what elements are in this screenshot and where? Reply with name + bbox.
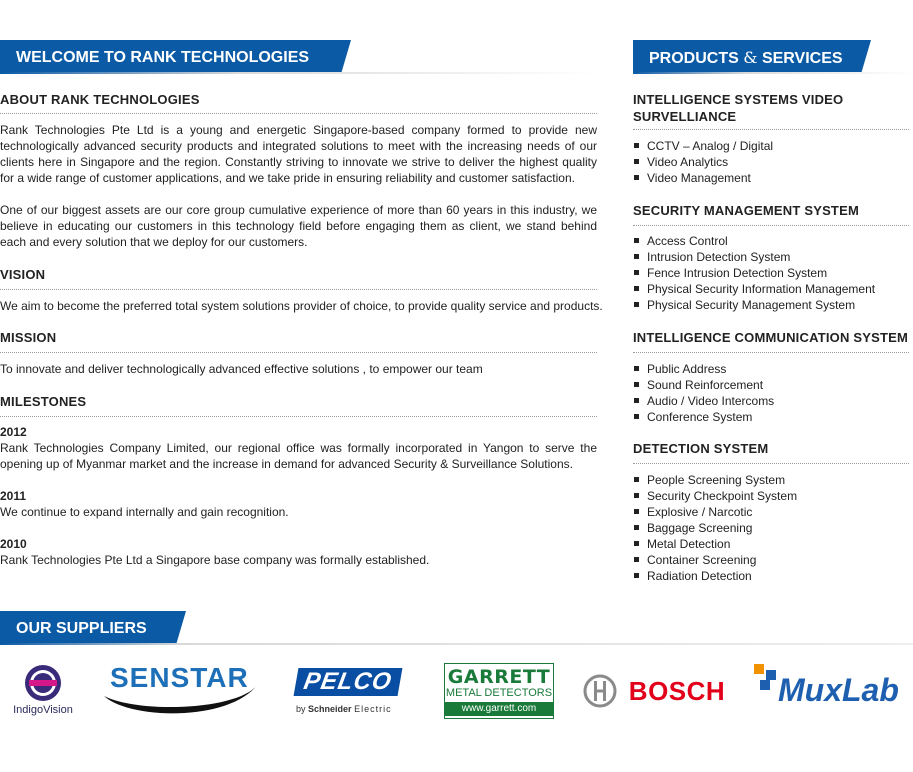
- bosch-armature-icon: [583, 674, 617, 708]
- milestone-year: 2011: [0, 489, 27, 503]
- supplier-logo-senstar[interactable]: [100, 662, 262, 718]
- supplier-logo-pelco[interactable]: [296, 664, 414, 718]
- vision-text: We aim to become the preferred total system solutions provider of choice, to provide quality service and products.: [0, 299, 603, 313]
- supplier-logo-garrett[interactable]: [444, 663, 554, 719]
- garrett-url: www.garrett.com: [445, 702, 553, 716]
- list-item[interactable]: Container Screening: [633, 552, 797, 568]
- divider: [0, 352, 597, 353]
- milestone-year: 2012: [0, 425, 27, 439]
- list-item[interactable]: Conference System: [633, 409, 774, 425]
- suppliers-banner: [0, 611, 913, 645]
- product-group-heading: DETECTION SYSTEM: [633, 441, 769, 456]
- divider: [633, 463, 909, 464]
- garrett-subtitle: METAL DETECTORS: [445, 686, 553, 699]
- list-item[interactable]: Audio / Video Intercoms: [633, 393, 774, 409]
- about-paragraph-1: Rank Technologies Pte Ltd is a young and energetic Singapore-based company formed to provide new technologically advanced security products and integrated solutions to meet with the increasing needs of our clients here in Singapore and the region. Constantly striving to innovate we strive to deliver the highest quality for a wide range of customer applications, and we take pride in ensuring reliability and customer satisfaction.: [0, 123, 597, 185]
- product-group-list: [633, 233, 875, 313]
- list-item[interactable]: Intrusion Detection System: [633, 249, 875, 265]
- list-item[interactable]: Explosive / Narcotic: [633, 504, 797, 520]
- divider: [0, 113, 597, 114]
- list-item[interactable]: Radiation Detection: [633, 568, 797, 584]
- list-item[interactable]: Fence Intrusion Detection System: [633, 265, 875, 281]
- pelco-wordmark: PELCO: [294, 668, 403, 696]
- vision-heading: VISION: [0, 267, 46, 282]
- welcome-banner: [0, 40, 598, 74]
- milestone-text: Rank Technologies Pte Ltd a Singapore base company was formally established.: [0, 553, 430, 567]
- divider: [633, 129, 909, 130]
- milestones-heading: MILESTONES: [0, 394, 87, 409]
- senstar-wordmark: SENSTAR: [110, 662, 249, 693]
- garrett-wordmark: GARRETT: [447, 665, 551, 688]
- supplier-logo-muxlab[interactable]: [754, 662, 913, 714]
- products-title-amp: &: [743, 48, 758, 67]
- welcome-banner-title: WELCOME TO RANK TECHNOLOGIES: [0, 40, 341, 74]
- indigovision-wordmark: IndigoVision: [13, 704, 73, 716]
- milestone-year: 2010: [0, 537, 27, 551]
- list-item[interactable]: CCTV – Analog / Digital: [633, 138, 773, 154]
- product-group-heading: INTELLIGENCE COMMUNICATION SYSTEM: [633, 330, 909, 345]
- mission-text: To innovate and deliver technologically advanced effective solutions , to empower our team: [0, 362, 483, 376]
- product-group-heading: INTELLIGENCE SYSTEMS VIDEO SURVELLIANCE: [633, 92, 844, 124]
- pelco-sub-by: by: [296, 704, 306, 714]
- banner-underline: [633, 72, 913, 74]
- divider: [633, 225, 909, 226]
- pelco-subtitle: [296, 704, 392, 714]
- products-banner: [633, 40, 913, 74]
- banner-underline: [0, 72, 598, 74]
- indigovision-emblem-icon: [24, 664, 62, 702]
- mission-heading: MISSION: [0, 330, 57, 345]
- list-item[interactable]: People Screening System: [633, 472, 797, 488]
- product-group-list: [633, 472, 797, 584]
- list-item[interactable]: Sound Reinforcement: [633, 377, 774, 393]
- products-banner-title: [633, 40, 861, 74]
- banner-underline: [0, 643, 913, 645]
- list-item[interactable]: Video Analytics: [633, 154, 773, 170]
- list-item[interactable]: Access Control: [633, 233, 875, 249]
- divider: [0, 416, 597, 417]
- list-item[interactable]: Video Management: [633, 170, 773, 186]
- product-group-list: [633, 361, 774, 425]
- supplier-logo-indigovision[interactable]: [4, 660, 82, 720]
- muxlab-wordmark: MuxLab: [778, 672, 899, 708]
- milestone-text: We continue to expand internally and gain recognition.: [0, 505, 289, 519]
- list-item[interactable]: Physical Security Information Management: [633, 281, 875, 297]
- list-item[interactable]: Security Checkpoint System: [633, 488, 797, 504]
- products-title-b: SERVICES: [761, 50, 843, 67]
- list-item[interactable]: Physical Security Management System: [633, 297, 875, 313]
- divider: [633, 352, 909, 353]
- product-group-heading: SECURITY MANAGEMENT SYSTEM: [633, 203, 859, 218]
- pelco-sub-schneider: Schneider: [308, 704, 352, 714]
- divider: [0, 289, 597, 290]
- bosch-wordmark: BOSCH: [628, 675, 726, 706]
- product-group-list: [633, 138, 773, 186]
- list-item[interactable]: Baggage Screening: [633, 520, 797, 536]
- supplier-logo-bosch[interactable]: [580, 670, 728, 712]
- about-paragraph-2: One of our biggest assets are our core group cumulative experience of more than 60 years in this industry, we believe in educating our customers in this technology field before engaging them as client, we stand behind each and every solution that we deploy for our customers.: [0, 203, 597, 249]
- products-title-a: PRODUCTS: [649, 50, 739, 67]
- list-item[interactable]: Metal Detection: [633, 536, 797, 552]
- list-item[interactable]: Public Address: [633, 361, 774, 377]
- about-heading: ABOUT RANK TECHNOLOGIES: [0, 92, 200, 107]
- pelco-sub-electric: Electric: [354, 704, 392, 714]
- suppliers-banner-title: OUR SUPPLIERS: [0, 611, 176, 645]
- milestone-text: Rank Technologies Company Limited, our regional office was formally incorporated in Yangon to serve the opening up of Myanmar market and the increase in demand for advanced Security & Surveillance Solutions.: [0, 441, 597, 471]
